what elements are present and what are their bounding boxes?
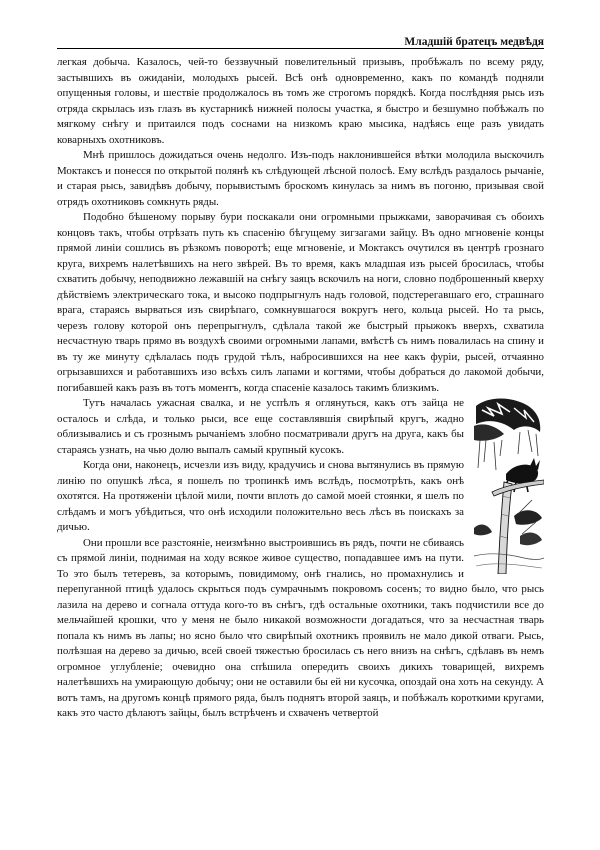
paragraph-4: Тутъ началась ужасная свалка, и не успѣлъ я оглянуться, какъ отъ зайца не осталось и слѣда, и только рыси, все еще составлявшія свирѣпый кругъ, жадно облизывались и съ грознымъ рычаніемъ злобно посматривали другъ на друга, какъ бы стараясь узнать, на чью долю выпалъ самый крупный кусокъ. <box>57 397 464 456</box>
header-rule <box>57 48 544 49</box>
page-body <box>57 55 544 722</box>
paragraph-1: легкая добыча. Казалось, чей-то беззвучный повелительный призывъ, пробѣжалъ по всему ряду, застывшихъ въ ожиданіи, молодыхъ рысей. Всѣ онѣ одновременно, какъ по командѣ подняли опущенныя головы, и шествіе продолжалось въ томъ же строгомъ порядкѣ. Когда послѣдняя рысь изъ отряда скрылась изъ глазъ въ кустарникѣ нижней полосы участка, я быстро и безшумно побѣжалъ по мягкому снѣгу и притаился подъ соснами на низкомъ краю мысика, надѣясь еще разъ увидать коварныхъ охотниковъ. <box>57 56 544 146</box>
running-title: Младшій братецъ медвѣдя <box>404 36 544 48</box>
paragraph-2: Мнѣ пришлось дожидаться очень недолго. Изъ-подъ наклонившейся вѣтки молодила выскочилъ Моктаксъ и понесся по открытой полянѣ къ слѣдующей лѣсной полосѣ. Ему вслѣдъ раздалось рычаніе, и старая рысь, завидѣвъ добычу, порывистымъ броскомъ кинулась за нимъ въ погоню, призывая свой отрядъ охотниковъ сомкнуть ряды. <box>57 149 544 208</box>
paragraph-6: Они прошли все разстояніе, неизмѣнно выстроившись въ рядъ, почти не сбиваясь съ прямой линіи, поднимая на ходу всякое живое существо, попадавшее имъ на пути. То это былъ тетеревъ, за которымъ, повидимому, онѣ гнались, но промахнулись и перепуганной птицѣ удалось скрыться подъ сумрачнымъ покровомъ сосенъ; то видно было, что рысь лазила на дерево и согнала оттуда кого-то въ снѣгъ, гдѣ остальные охотники, такъ подчистили все до мельчайшей крошки, что у меня не было никакой возможности догадаться, что за несчастная тварь попала къ нимъ въ лапы; но ясно было что свирѣпый охотникъ проявилъ не мало дикой отваги. Рысь, полѣзшая на дерево за дичью, всей своей тяжестью бросилась съ него внизъ на снѣгъ, сдѣлавъ въ немъ огромное углубленіе; очевидно она спѣшила опередить своихъ дикихъ товарищей, вихремъ налетѣвшихъ на умирающую добычу; они не оставили бы ей ни кусочка, опоздай она хоть на секунду. А вотъ тамъ, на другомъ концѣ прямого ряда, былъ поднятъ второй заяцъ, и побѣжалъ короткими кругами, какъ это часто дѣлаютъ зайцы, былъ встрѣченъ и схваченъ четвертой <box>57 536 544 719</box>
paragraph-5: Когда они, наконецъ, исчезли изъ виду, крадучись и снова вытянулись въ прямую линію по опушкѣ лѣса, я пошелъ по тропинкѣ имъ вслѣдъ, посмотрѣть, какъ онѣ охотятся. На протяженіи цѣлой мили, почти вплоть до самой моей стоянки, я шелъ по слѣдамъ и могъ убѣдиться, что онѣ исходили положительно весь лѣсъ въ поискахъ за дичью. <box>57 459 464 533</box>
paragraph-3: Подобно бѣшеному порыву бури поскакали они огромными прыжками, заворачивая съ обоихъ концовъ такъ, чтобы отрѣзать путь къ спасенію бѣгущему зигзагами зайцу. Въ одно мгновеніе концы прямой линіи сошлись въ рѣзкомъ поворотѣ; еще мгновеніе, и Моктаксъ очутился въ центрѣ грознаго круга, вихремъ налетѣвшихъ на него звѣрей. Въ то время, какъ младшая изъ рысей бросилась, чтобы схватить добычу, неподвижно лежавшій на снѣгу заяцъ вскочилъ на ноги, словно подброшенный кверху дѣйствіемъ электрическаго тока, и высоко подпрыгнулъ надъ головой, подстерегавшаго его, страшнаго врага, стараясь вырваться изъ свирѣпаго, сомкнувшагося вокругъ него, кольца рысей. Но та рысь, черезъ голову которой онъ перепрыгнулъ, сдѣлала такой же быстрый прыжокъ вверхъ, схватила несчастную тварь прямо въ воздухѣ своими огромными лапами, вмѣстѣ съ нимъ повалилась на спину и въ ту же минуту сдѣлалась подъ грудой тѣлъ, набросившихся на нее какъ фуріи, рысей, отчаянно огрызавшихся и работавшихъ изо всѣхъ силъ лапами и когтями, чтобы добраться до лакомой добычи, погибавшей какъ разъ въ тотъ моментъ, когда спасеніе казалось такимъ близкимъ. <box>57 211 544 394</box>
lynx-on-tree-illustration <box>474 396 544 574</box>
